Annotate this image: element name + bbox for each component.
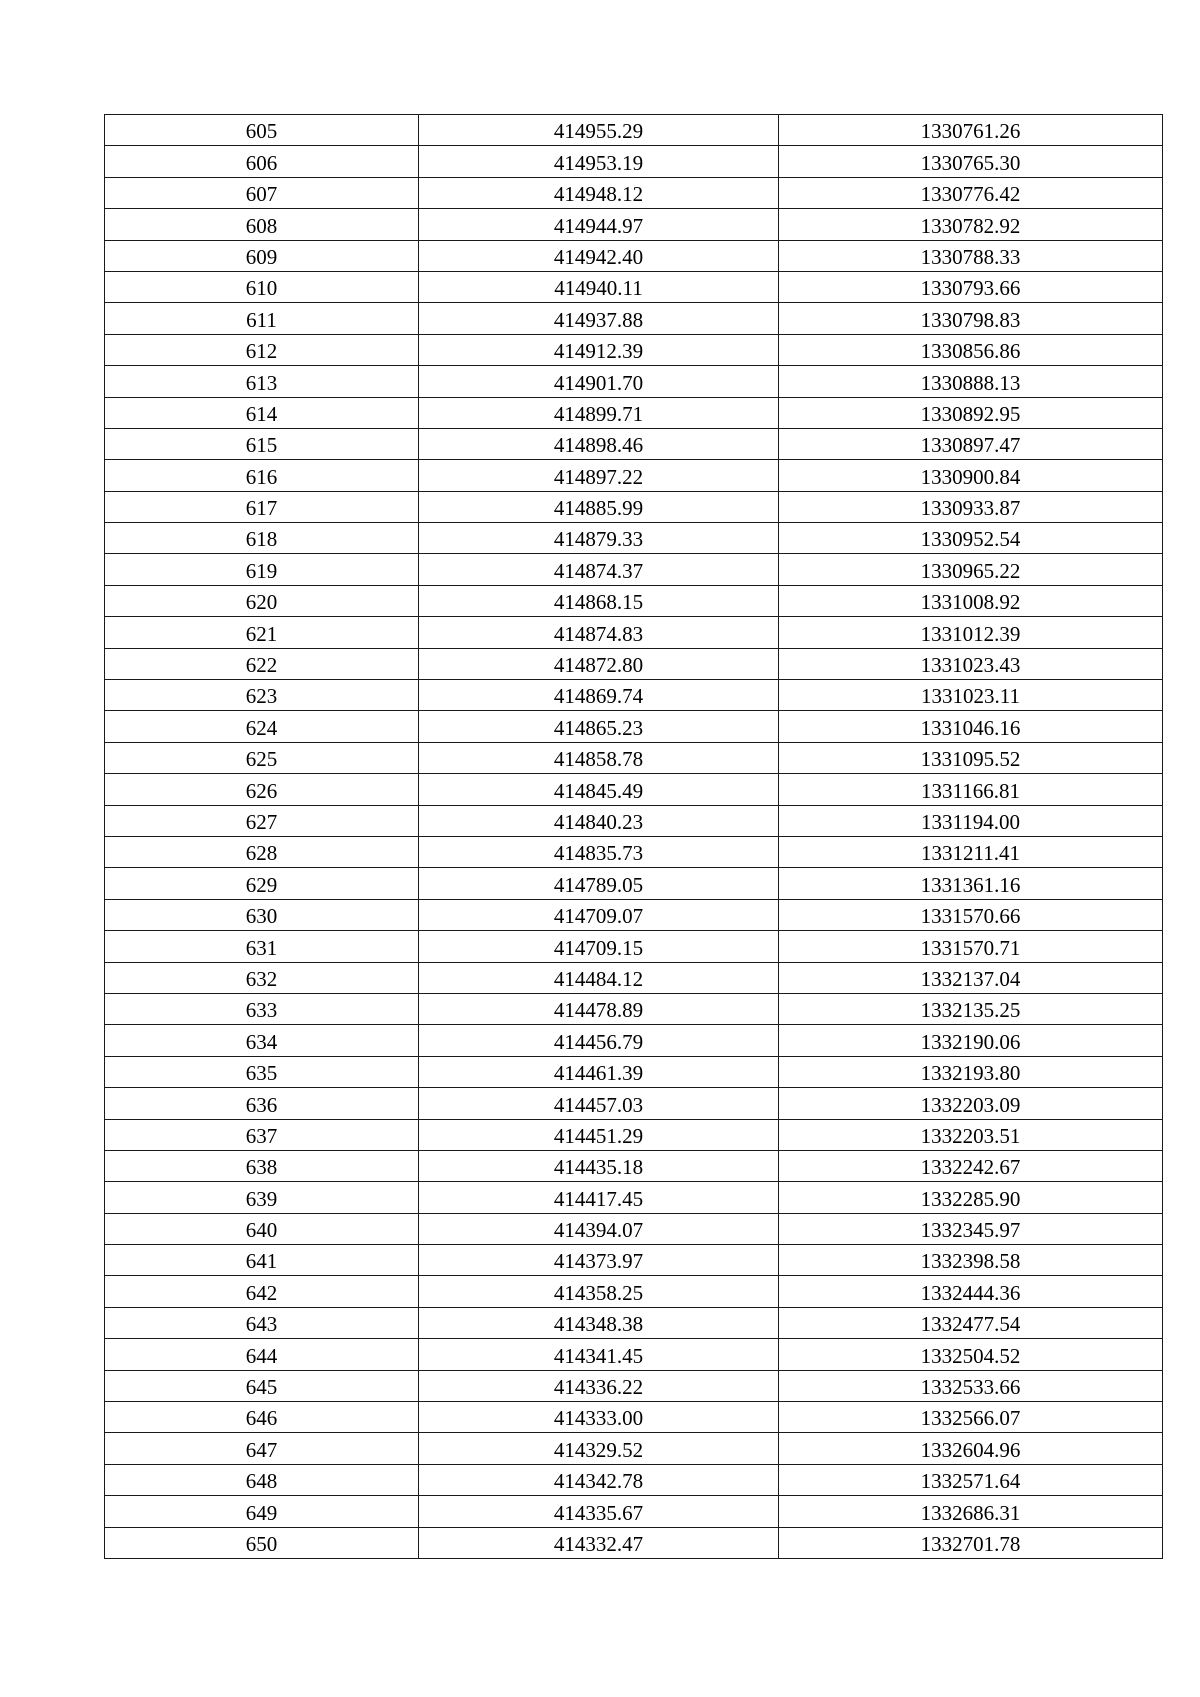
y-coordinate-cell: 1332571.64 [779,1464,1163,1495]
point-number-cell: 648 [105,1464,419,1495]
table-row [105,868,1163,899]
table-row [105,585,1163,616]
y-coordinate-cell: 1331361.16 [779,868,1163,899]
x-coordinate-cell: 414955.29 [419,115,779,146]
table-row [105,1527,1163,1558]
x-coordinate-cell: 414341.45 [419,1339,779,1370]
coordinates-table-body [105,115,1163,1559]
y-coordinate-cell: 1331211.41 [779,836,1163,867]
x-coordinate-cell: 414332.47 [419,1527,779,1558]
y-coordinate-cell: 1331008.92 [779,585,1163,616]
x-coordinate-cell: 414898.46 [419,428,779,459]
x-coordinate-cell: 414942.40 [419,240,779,271]
point-number-cell: 649 [105,1496,419,1527]
table-row [105,1464,1163,1495]
y-coordinate-cell: 1330892.95 [779,397,1163,428]
table-row [105,177,1163,208]
point-number-cell: 606 [105,146,419,177]
y-coordinate-cell: 1331570.71 [779,931,1163,962]
point-number-cell: 612 [105,334,419,365]
x-coordinate-cell: 414451.29 [419,1119,779,1150]
y-coordinate-cell: 1331194.00 [779,805,1163,836]
x-coordinate-cell: 414948.12 [419,177,779,208]
y-coordinate-cell: 1330933.87 [779,491,1163,522]
point-number-cell: 625 [105,742,419,773]
point-number-cell: 613 [105,366,419,397]
y-coordinate-cell: 1330897.47 [779,428,1163,459]
x-coordinate-cell: 414457.03 [419,1088,779,1119]
table-row [105,523,1163,554]
table-row [105,1276,1163,1307]
y-coordinate-cell: 1330900.84 [779,460,1163,491]
point-number-cell: 631 [105,931,419,962]
table-row [105,334,1163,365]
x-coordinate-cell: 414845.49 [419,774,779,805]
table-row [105,805,1163,836]
x-coordinate-cell: 414394.07 [419,1213,779,1244]
table-row [105,1213,1163,1244]
point-number-cell: 634 [105,1025,419,1056]
point-number-cell: 632 [105,962,419,993]
point-number-cell: 605 [105,115,419,146]
x-coordinate-cell: 414835.73 [419,836,779,867]
point-number-cell: 624 [105,711,419,742]
table-row [105,554,1163,585]
y-coordinate-cell: 1332285.90 [779,1182,1163,1213]
point-number-cell: 628 [105,836,419,867]
table-row [105,1119,1163,1150]
point-number-cell: 607 [105,177,419,208]
point-number-cell: 622 [105,648,419,679]
point-number-cell: 644 [105,1339,419,1370]
table-row [105,460,1163,491]
x-coordinate-cell: 414953.19 [419,146,779,177]
x-coordinate-cell: 414869.74 [419,680,779,711]
point-number-cell: 616 [105,460,419,491]
x-coordinate-cell: 414858.78 [419,742,779,773]
y-coordinate-cell: 1332566.07 [779,1402,1163,1433]
x-coordinate-cell: 414897.22 [419,460,779,491]
point-number-cell: 614 [105,397,419,428]
point-number-cell: 650 [105,1527,419,1558]
table-row [105,1370,1163,1401]
point-number-cell: 645 [105,1370,419,1401]
x-coordinate-cell: 414335.67 [419,1496,779,1527]
y-coordinate-cell: 1330765.30 [779,146,1163,177]
point-number-cell: 618 [105,523,419,554]
y-coordinate-cell: 1330888.13 [779,366,1163,397]
y-coordinate-cell: 1330952.54 [779,523,1163,554]
table-row [105,146,1163,177]
x-coordinate-cell: 414461.39 [419,1056,779,1087]
y-coordinate-cell: 1332193.80 [779,1056,1163,1087]
y-coordinate-cell: 1331012.39 [779,617,1163,648]
table-row [105,774,1163,805]
y-coordinate-cell: 1331166.81 [779,774,1163,805]
x-coordinate-cell: 414899.71 [419,397,779,428]
table-row [105,648,1163,679]
y-coordinate-cell: 1332444.36 [779,1276,1163,1307]
y-coordinate-cell: 1331570.66 [779,899,1163,930]
y-coordinate-cell: 1332686.31 [779,1496,1163,1527]
x-coordinate-cell: 414874.37 [419,554,779,585]
y-coordinate-cell: 1332604.96 [779,1433,1163,1464]
point-number-cell: 623 [105,680,419,711]
point-number-cell: 609 [105,240,419,271]
table-row [105,836,1163,867]
x-coordinate-cell: 414709.07 [419,899,779,930]
y-coordinate-cell: 1332242.67 [779,1150,1163,1181]
x-coordinate-cell: 414789.05 [419,868,779,899]
table-row [105,711,1163,742]
point-number-cell: 639 [105,1182,419,1213]
x-coordinate-cell: 414373.97 [419,1245,779,1276]
x-coordinate-cell: 414456.79 [419,1025,779,1056]
point-number-cell: 608 [105,209,419,240]
table-row [105,1402,1163,1433]
y-coordinate-cell: 1330793.66 [779,271,1163,302]
table-row [105,115,1163,146]
table-row [105,617,1163,648]
point-number-cell: 640 [105,1213,419,1244]
table-row [105,1182,1163,1213]
x-coordinate-cell: 414865.23 [419,711,779,742]
x-coordinate-cell: 414879.33 [419,523,779,554]
x-coordinate-cell: 414336.22 [419,1370,779,1401]
y-coordinate-cell: 1331023.43 [779,648,1163,679]
table-row [105,962,1163,993]
y-coordinate-cell: 1332135.25 [779,993,1163,1024]
x-coordinate-cell: 414709.15 [419,931,779,962]
table-row [105,1056,1163,1087]
coordinates-table [104,114,1163,1559]
y-coordinate-cell: 1332504.52 [779,1339,1163,1370]
y-coordinate-cell: 1330761.26 [779,115,1163,146]
table-row [105,1307,1163,1338]
y-coordinate-cell: 1331046.16 [779,711,1163,742]
table-row [105,1245,1163,1276]
point-number-cell: 626 [105,774,419,805]
point-number-cell: 611 [105,303,419,334]
table-row [105,1088,1163,1119]
y-coordinate-cell: 1332203.09 [779,1088,1163,1119]
table-row [105,491,1163,522]
table-row [105,742,1163,773]
table-row [105,240,1163,271]
x-coordinate-cell: 414348.38 [419,1307,779,1338]
x-coordinate-cell: 414358.25 [419,1276,779,1307]
table-row [105,1150,1163,1181]
y-coordinate-cell: 1332203.51 [779,1119,1163,1150]
point-number-cell: 641 [105,1245,419,1276]
y-coordinate-cell: 1331023.11 [779,680,1163,711]
point-number-cell: 615 [105,428,419,459]
point-number-cell: 629 [105,868,419,899]
table-row [105,1025,1163,1056]
point-number-cell: 630 [105,899,419,930]
table-row [105,1433,1163,1464]
point-number-cell: 642 [105,1276,419,1307]
y-coordinate-cell: 1330798.83 [779,303,1163,334]
table-row [105,899,1163,930]
table-row [105,303,1163,334]
table-row [105,428,1163,459]
x-coordinate-cell: 414484.12 [419,962,779,993]
point-number-cell: 646 [105,1402,419,1433]
x-coordinate-cell: 414333.00 [419,1402,779,1433]
x-coordinate-cell: 414329.52 [419,1433,779,1464]
table-row [105,1496,1163,1527]
point-number-cell: 647 [105,1433,419,1464]
y-coordinate-cell: 1330788.33 [779,240,1163,271]
y-coordinate-cell: 1332345.97 [779,1213,1163,1244]
table-row [105,680,1163,711]
y-coordinate-cell: 1330856.86 [779,334,1163,365]
y-coordinate-cell: 1332477.54 [779,1307,1163,1338]
point-number-cell: 620 [105,585,419,616]
table-row [105,993,1163,1024]
x-coordinate-cell: 414937.88 [419,303,779,334]
point-number-cell: 637 [105,1119,419,1150]
x-coordinate-cell: 414901.70 [419,366,779,397]
y-coordinate-cell: 1332137.04 [779,962,1163,993]
y-coordinate-cell: 1331095.52 [779,742,1163,773]
point-number-cell: 635 [105,1056,419,1087]
y-coordinate-cell: 1330965.22 [779,554,1163,585]
x-coordinate-cell: 414478.89 [419,993,779,1024]
table-row [105,271,1163,302]
x-coordinate-cell: 414417.45 [419,1182,779,1213]
x-coordinate-cell: 414872.80 [419,648,779,679]
table-row [105,931,1163,962]
point-number-cell: 610 [105,271,419,302]
x-coordinate-cell: 414940.11 [419,271,779,302]
x-coordinate-cell: 414912.39 [419,334,779,365]
point-number-cell: 643 [105,1307,419,1338]
point-number-cell: 633 [105,993,419,1024]
x-coordinate-cell: 414874.83 [419,617,779,648]
point-number-cell: 638 [105,1150,419,1181]
y-coordinate-cell: 1330776.42 [779,177,1163,208]
point-number-cell: 621 [105,617,419,648]
point-number-cell: 619 [105,554,419,585]
x-coordinate-cell: 414840.23 [419,805,779,836]
y-coordinate-cell: 1330782.92 [779,209,1163,240]
x-coordinate-cell: 414342.78 [419,1464,779,1495]
y-coordinate-cell: 1332533.66 [779,1370,1163,1401]
x-coordinate-cell: 414435.18 [419,1150,779,1181]
point-number-cell: 617 [105,491,419,522]
point-number-cell: 627 [105,805,419,836]
point-number-cell: 636 [105,1088,419,1119]
table-row [105,1339,1163,1370]
table-row [105,366,1163,397]
y-coordinate-cell: 1332190.06 [779,1025,1163,1056]
x-coordinate-cell: 414868.15 [419,585,779,616]
y-coordinate-cell: 1332701.78 [779,1527,1163,1558]
table-row [105,209,1163,240]
table-row [105,397,1163,428]
x-coordinate-cell: 414885.99 [419,491,779,522]
x-coordinate-cell: 414944.97 [419,209,779,240]
y-coordinate-cell: 1332398.58 [779,1245,1163,1276]
